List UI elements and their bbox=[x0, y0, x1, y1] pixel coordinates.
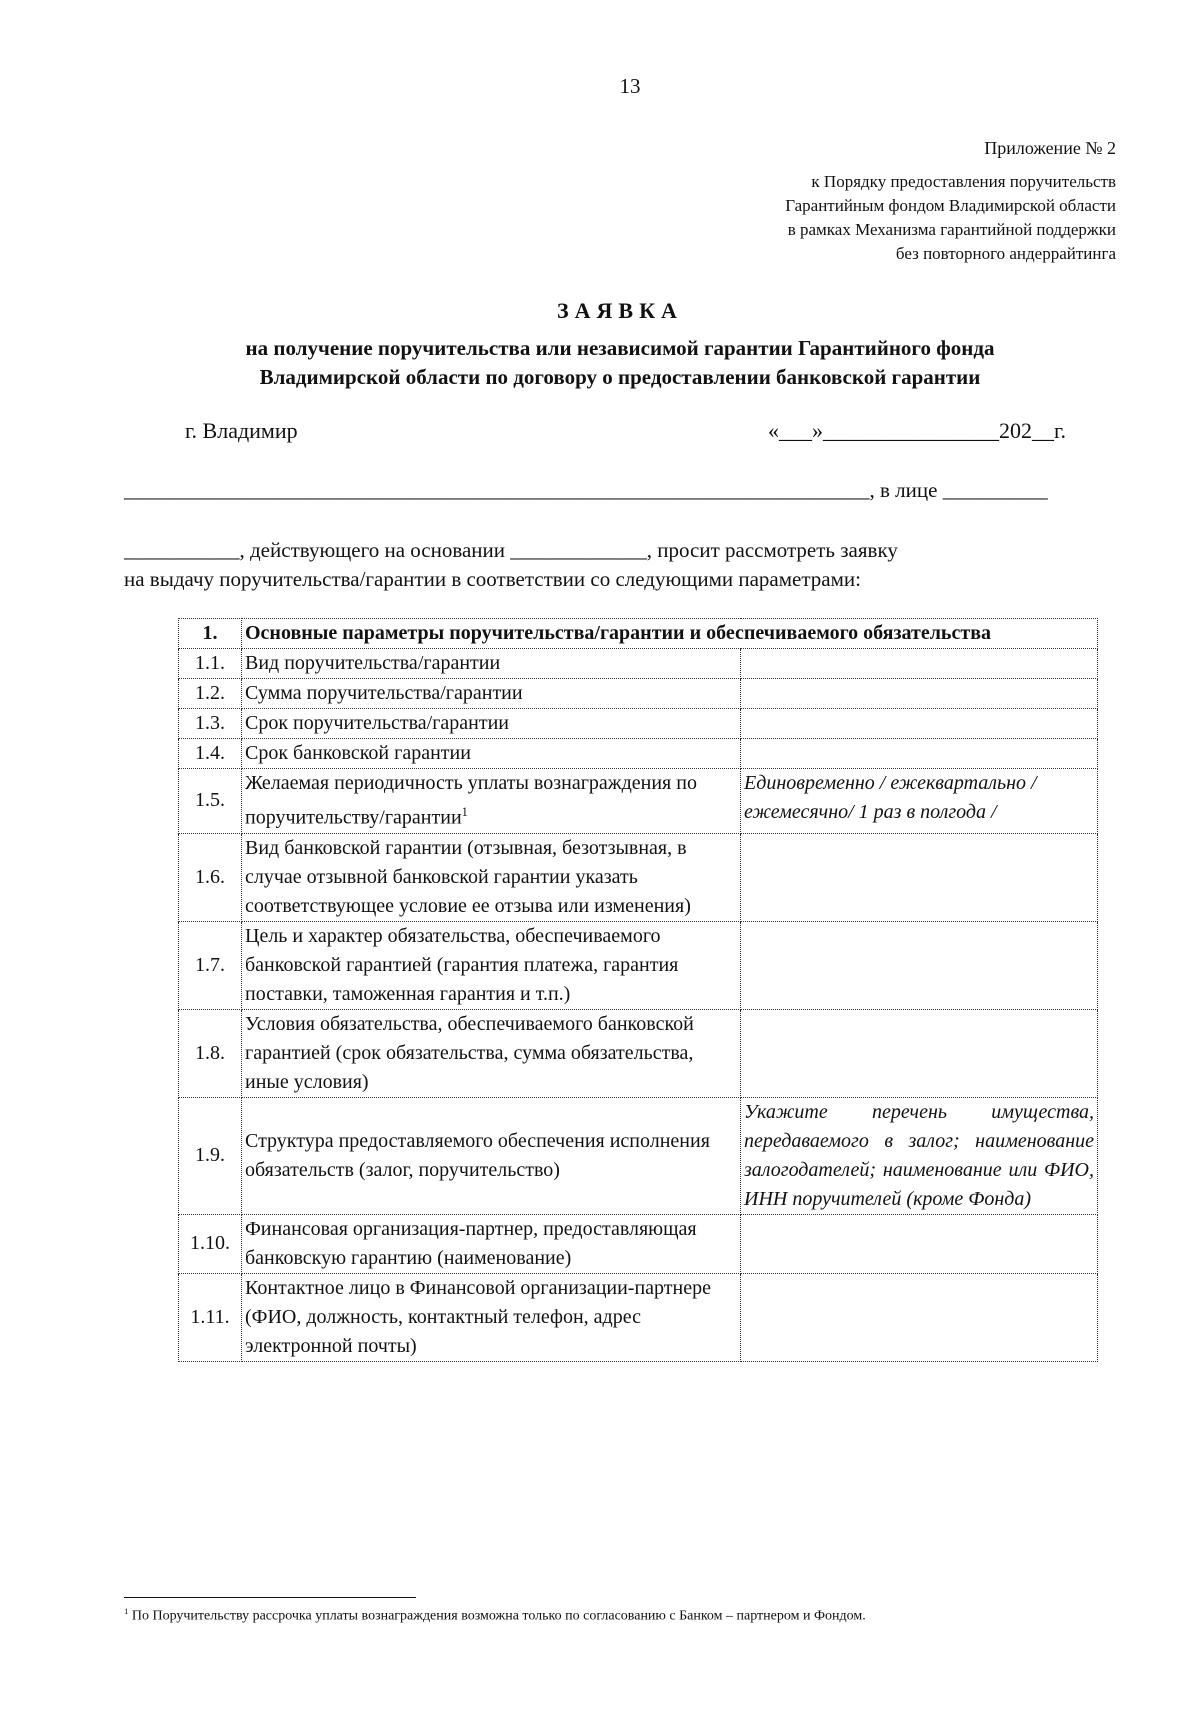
row-number: 1.3. bbox=[179, 709, 242, 739]
document-subtitle bbox=[0, 334, 1200, 392]
row-label: Срок банковской гарантии bbox=[242, 739, 741, 769]
document-title: ЗАЯВКА bbox=[557, 298, 683, 323]
row-label: Финансовая организация-партнер, предоставляющая банковскую гарантию (наименование) bbox=[242, 1214, 741, 1273]
section-number: 1. bbox=[179, 619, 242, 649]
row-number: 1.11. bbox=[179, 1273, 242, 1361]
row-label: Цель и характер обязательства, обеспечиваемого банковской гарантией (гарантия платежа, гарантия поставки, таможенная гарантия и т.п.) bbox=[242, 921, 741, 1009]
row-label: Сумма поручительства/гарантии bbox=[242, 679, 741, 709]
appendix-line: Гарантийным фондом Владимирской области bbox=[785, 196, 1116, 215]
footnote-divider bbox=[124, 1597, 416, 1598]
row-value[interactable] bbox=[741, 679, 1098, 709]
row-label bbox=[242, 769, 741, 834]
intro-paragraph bbox=[124, 536, 1064, 594]
table-row bbox=[179, 1009, 1098, 1097]
appendix-line: к Порядку предоставления поручительств bbox=[811, 172, 1116, 191]
row-label: Срок поручительства/гарантии bbox=[242, 709, 741, 739]
footnote bbox=[124, 1606, 866, 1625]
footnote-mark: 1 bbox=[124, 1606, 129, 1616]
subtitle-line: Владимирской области по договору о предоставлении банковской гарантии bbox=[259, 365, 981, 389]
row-number: 1.2. bbox=[179, 679, 242, 709]
row-number: 1.4. bbox=[179, 739, 242, 769]
table-row bbox=[179, 739, 1098, 769]
row-value[interactable]: Укажите перечень имущества, передаваемого в залог; наименование залогодателей; наименование или ФИО, ИНН поручителей (кроме Фонда) bbox=[741, 1097, 1098, 1214]
appendix-block bbox=[785, 136, 1116, 266]
row-label: Структура предоставляемого обеспечения исполнения обязательств (залог, поручительство) bbox=[242, 1097, 741, 1214]
parameters-table bbox=[178, 618, 1098, 1362]
row-label: Условия обязательства, обеспечиваемого банковской гарантией (срок обязательства, сумма обязательства, иные условия) bbox=[242, 1009, 741, 1097]
row-number: 1.8. bbox=[179, 1009, 242, 1097]
row-number: 1.6. bbox=[179, 833, 242, 921]
table-row bbox=[179, 769, 1098, 834]
appendix-line: без повторного андеррайтинга bbox=[895, 244, 1116, 263]
row-number: 1.5. bbox=[179, 769, 242, 834]
page-number: 13 bbox=[619, 74, 641, 98]
row-value[interactable] bbox=[741, 709, 1098, 739]
appendix-title: Приложение № 2 bbox=[984, 138, 1116, 158]
row-number: 1.10. bbox=[179, 1214, 242, 1273]
row-label: Вид банковской гарантии (отзывная, безотзывная, в случае отзывной банковской гарантии указать соответствующее условие ее отзыва или изменения) bbox=[242, 833, 741, 921]
row-label: Контактное лицо в Финансовой организации-партнере (ФИО, должность, контактный телефон, адрес электронной почты) bbox=[242, 1273, 741, 1361]
city: г. Владимир bbox=[185, 418, 298, 443]
row-value[interactable]: Единовременно / ежеквартально / ежемесячно/ 1 раз в полгода / bbox=[741, 769, 1098, 834]
date-field: «___»________________202__г. bbox=[767, 418, 1066, 443]
intro-line: на выдачу поручительства/гарантии в соответствии со следующими параметрами: bbox=[124, 567, 861, 591]
footnote-ref: 1 bbox=[461, 805, 468, 819]
applicant-line: _______________________________________________________________________, в лице __________ bbox=[124, 478, 1048, 502]
row-label: Вид поручительства/гарантии bbox=[242, 649, 741, 679]
table-row bbox=[179, 709, 1098, 739]
table-row bbox=[179, 1273, 1098, 1361]
table-row bbox=[179, 1214, 1098, 1273]
row-value[interactable] bbox=[741, 1214, 1098, 1273]
subtitle-line: на получение поручительства или независимой гарантии Гарантийного фонда bbox=[245, 336, 995, 360]
table-row bbox=[179, 833, 1098, 921]
table-row bbox=[179, 679, 1098, 709]
table-row bbox=[179, 1097, 1098, 1214]
row-value[interactable] bbox=[741, 833, 1098, 921]
section-title: Основные параметры поручительства/гарантии и обеспечиваемого обязательства bbox=[242, 619, 1098, 649]
row-number: 1.7. bbox=[179, 921, 242, 1009]
row-number: 1.9. bbox=[179, 1097, 242, 1214]
row-label-text: Желаемая периодичность уплаты вознаграждения по поручительству/гарантии bbox=[245, 772, 697, 829]
footnote-text: По Поручительству рассрочка уплаты вознаграждения возможна только по согласованию с Банком – партнером и Фондом. bbox=[131, 1608, 866, 1624]
row-value[interactable] bbox=[741, 649, 1098, 679]
row-value[interactable] bbox=[741, 739, 1098, 769]
row-number: 1.1. bbox=[179, 649, 242, 679]
table-header-row bbox=[179, 619, 1098, 649]
table-row bbox=[179, 921, 1098, 1009]
appendix-line: в рамках Механизма гарантийной поддержки bbox=[787, 220, 1116, 239]
row-value[interactable] bbox=[741, 921, 1098, 1009]
row-value[interactable] bbox=[741, 1009, 1098, 1097]
intro-line: ___________, действующего на основании _____________, просит рассмотреть заявку bbox=[124, 538, 898, 562]
table-row bbox=[179, 649, 1098, 679]
row-value[interactable] bbox=[741, 1273, 1098, 1361]
